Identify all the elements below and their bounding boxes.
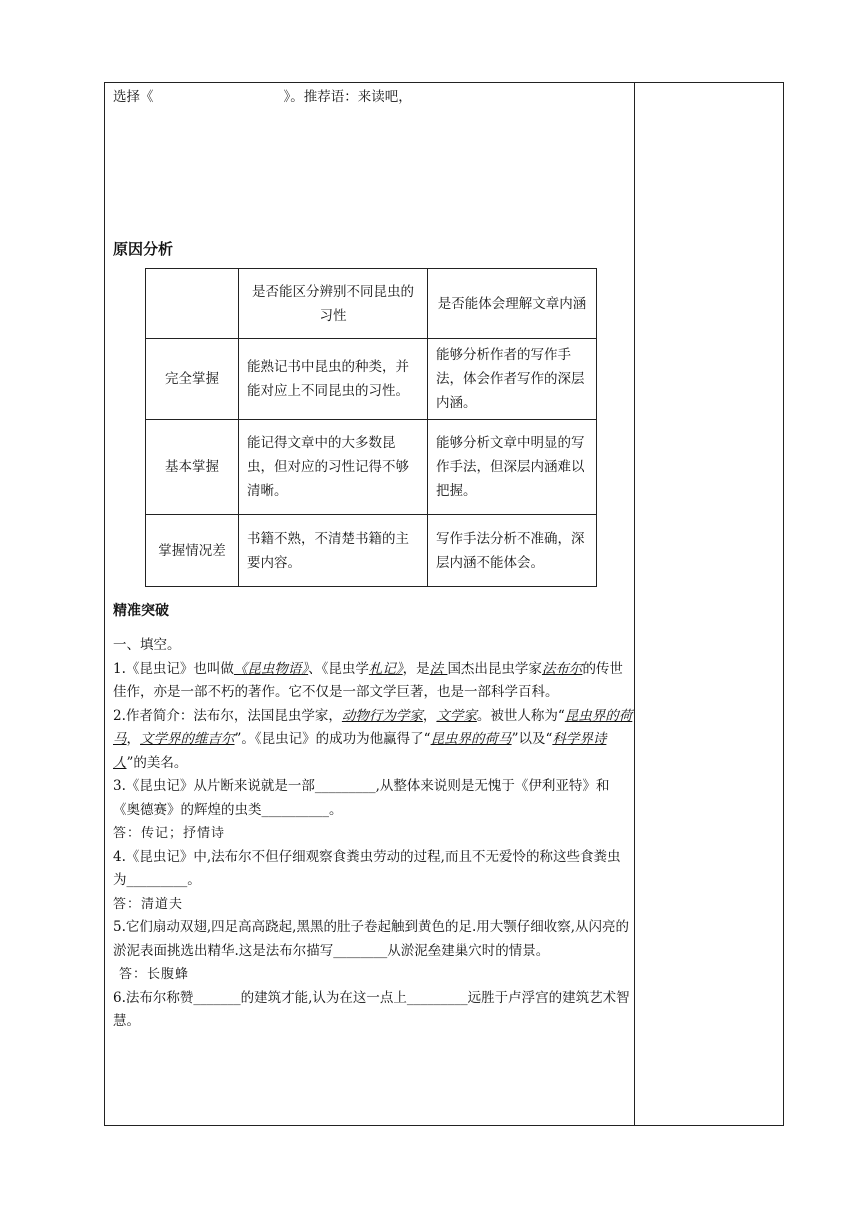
question-1: 1.《昆虫记》也叫做《昆虫物语》、《昆虫学札记》，是法 国杰出昆虫学家法布尔的传世佳作，亦是一部不朽的著作。它不仅是一部文学巨著，也是一部科学百科。 [113,660,623,700]
row-label: 基本掌握 [146,420,239,515]
question-4: 4.《昆虫记》中,法布尔不但仔细观察食粪虫劳动的过程,而且不无爱怜的称这些食粪虫为_________。 [113,848,621,888]
section-title-breakthrough: 精准突破 [113,603,169,619]
table-header-cell [146,269,239,339]
table-cell: 能记得文章中的大多数昆虫，但对应的习性记得不够清晰。 [239,420,428,515]
column-divider [634,82,635,1126]
fill-title: 一、填空。 [113,637,181,653]
table-cell: 书籍不熟，不清楚书籍的主要内容。 [239,515,428,587]
table-row [146,339,597,420]
question-2: 2.作者简介：法布尔，法国昆虫学家，动物行为学家，文学家。被世人称为“昆虫界的荷马，文学界的维吉尔”。《昆虫记》的成功为他赢得了“昆虫界的荷马”以及“科学界诗人”的美名。 [113,707,633,771]
table-cell: 能够分析作者的写作手法，体会作者写作的深层内涵。 [428,339,597,420]
table-row [146,420,597,515]
row-label: 掌握情况差 [146,515,239,587]
question-6: 6.法布尔称赞_______的建筑才能,认为在这一点上_________远胜于卢浮宫的建筑艺术智慧。 [113,989,630,1029]
intro-suffix: 》。推荐语：来读吧， [283,89,412,105]
question-3: 3.《昆虫记》从片断来说就是一部_________,从整体来说则是无愧于《伊利亚特》和《奥德赛》的辉煌的虫类__________。 [113,778,610,818]
table-cell: 能熟记书中昆虫的种类，并能对应上不同昆虫的习性。 [239,339,428,420]
exercise-body [113,634,633,1034]
section-title-analysis: 原因分析 [113,240,174,258]
intro-line [113,86,412,109]
intro-prefix: 选择《 [113,89,154,105]
question-5: 5.它们扇动双翅,四足高高跷起,黑黑的肚子卷起触到黄色的足.用大颚仔细收察,从闪亮的淤泥表面挑选出精华.这是法布尔描写________从淤泥垒建巢穴时的情景。 [113,919,630,959]
table-header-row [146,269,597,339]
table-cell: 写作手法分析不准确，深层内涵不能体会。 [428,515,597,587]
table-cell: 能够分析文章中明显的写作手法，但深层内涵难以把握。 [428,420,597,515]
answer-3: 答：传记；抒情诗 [113,826,226,841]
answer-5: 答：长腹蜂 [119,967,190,982]
table-header-cell: 是否能体会理解文章内涵 [428,269,597,339]
row-label: 完全掌握 [146,339,239,420]
analysis-table [145,268,597,587]
table-row [146,515,597,587]
table-header-cell: 是否能区分辨别不同昆虫的习性 [239,269,428,339]
answer-4: 答：清道夫 [113,896,184,912]
